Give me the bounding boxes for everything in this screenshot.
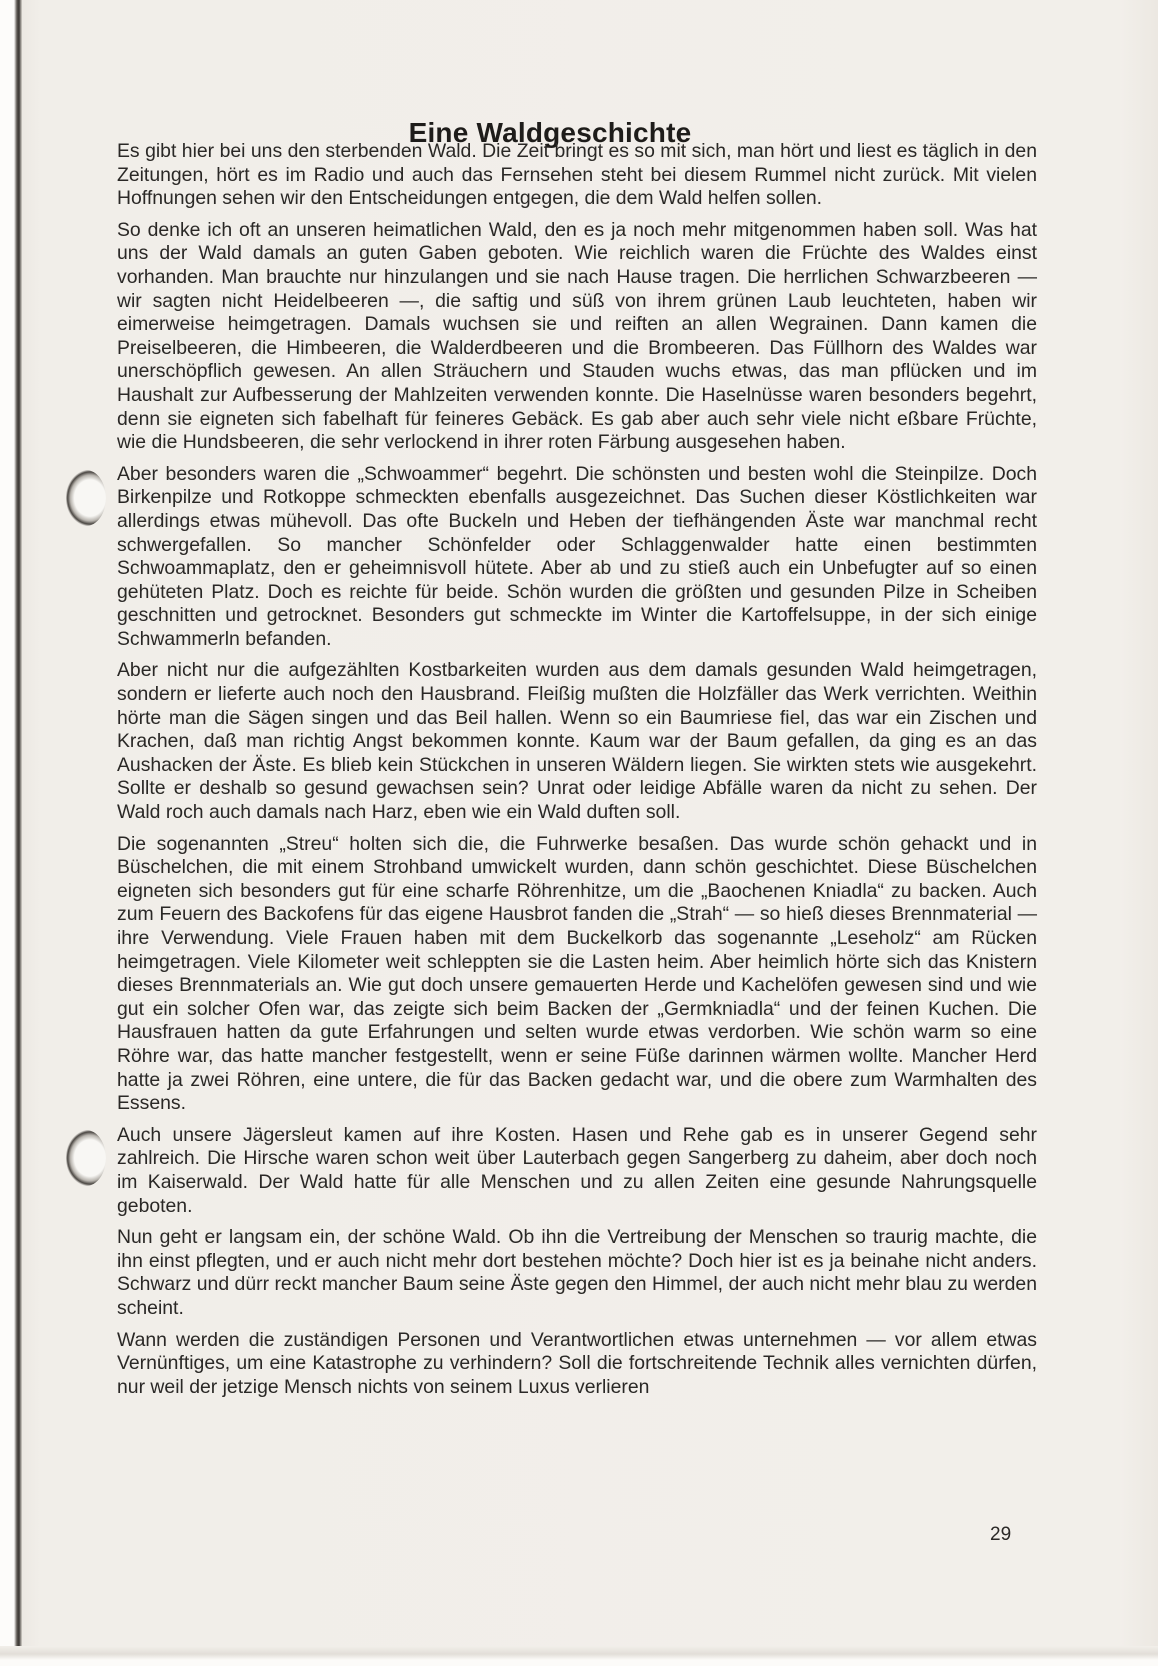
punch-hole-bottom <box>66 1130 106 1186</box>
page-number: 29 <box>990 1524 1012 1545</box>
book-spine <box>0 0 22 1666</box>
paragraph-5: Die sogenannten „Streu“ holten sich die, die Fuhrwerke besaßen. Das wurde schön gehackt und in Büschelchen, die mit einem Strohband umwickelt wurden, dann schön geschichtet. Diese Büschelchen eigneten sich besonders gut für eine scharfe Röhrenhitze, um die „Baochenen Kniadla“ zu backen. Auch zum Feuern des Backofens für das eigene Hausbrot fanden die „Strah“ — so hieß dieses Brennmaterial — ihre Verwendung. Viele Frauen haben mit dem Buckelkorb das sogenannte „Leseholz“ am Rücken heimgetragen. Viele Kilometer weit schleppten sie die Lasten heim. Aber heimlich hörte sich das Knistern dieses Brennmaterials an. Wie gut doch unsere gemauerten Herde und Kachelöfen gewesen sind und wie gut ein solcher Ofen war, das zeigte sich beim Backen der „Germkniadla“ und der feinen Kuchen. Die Hausfrauen hatten da gute Erfahrungen und selten wurde etwas verdorben. Wie schön warm so eine Röhre war, das hatte mancher festgestellt, wenn er seine Füße darinnen wärmen wollte. Mancher Herd hatte ja zwei Röhren, eine untere, die für das Backen gedacht war, und die obere zum Warmhalten des Essens. <box>117 832 1037 1115</box>
punch-hole-top <box>66 470 106 526</box>
paragraph-4: Aber nicht nur die aufgezählten Kostbarkeiten wurden aus dem damals gesunden Wald heimgetragen, sondern er lieferte auch noch den Hausbrand. Fleißig mußten die Holzfäller das Werk verrichten. Weithin hörte man die Sägen singen und das Beil hallen. Wenn so ein Baumriese fiel, das war ein Zischen und Krachen, daß man richtig Angst bekommen konnte. Kaum war der Baum gefallen, da ging es an das Aushacken der Äste. Es blieb kein Stückchen in unseren Wäldern liegen. Sie wirkten stets wie ausgekehrt. Sollte er deshalb so gesund gewachsen sein? Unrat oder leidige Abfälle waren da nicht zu sehen. Der Wald roch auch damals nach Harz, eben wie ein Wald duften soll. <box>117 659 1037 824</box>
paragraph-2: So denke ich oft an unseren heimatlichen Wald, den es ja noch mehr mitgenommen haben soll. Was hat uns der Wald damals an guten Gaben geboten. Wie reichlich waren die Früchte des Waldes einst vorhanden. Man brauchte nur hinzulangen und sie nach Hause tragen. Die herrlichen Schwarzbeeren — wir sagten nicht Heidelbeeren —, die saftig und süß von ihrem grünen Laub leuchteten, haben wir eimerweise heimgetragen. Damals wuchsen sie und reiften an allen Wegrainen. Dann kamen die Preiselbeeren, die Himbeeren, die Walderdbeeren und die Brombeeren. Das Füllhorn des Waldes war unerschöpflich gewesen. An allen Sträuchern und Stauden wuchs etwas, das man pflücken und im Haushalt zur Aufbesserung der Mahlzeiten verwenden konnte. Die Haselnüsse waren besonders begehrt, denn sie eigneten sich fabelhaft für feineres Gebäck. Es gab aber auch sehr viele nicht eßbare Früchte, wie die Hundsbeeren, die sehr verlockend in ihrer roten Färbung ausgesehen haben. <box>117 218 1037 454</box>
paragraph-3: Aber besonders waren die „Schwoammer“ begehrt. Die schönsten und besten wohl die Steinpilze. Doch Birkenpilze und Rotkoppe schmeckten ebenfalls ausgezeichnet. Das Suchen dieser Köstlichkeiten war allerdings etwas mühevoll. Das ofte Buckeln und Heben der tiefhängenden Äste war manchmal recht schwergefallen. So mancher Schönfelder oder Schlaggenwalder hatte einen bestimmten Schwoammaplatz, den er geheimnisvoll hütete. Aber ab und zu stieß auch ein Unbefugter auf so einen gehüteten Platz. Doch es reichte für beide. Schön wurden die größten und gesunden Pilze in Scheiben geschnitten und getrocknet. Besonders gut schmeckte im Winter die Kartoffelsuppe, in der sich einige Schwammerln befanden. <box>117 462 1037 650</box>
paragraph-1: Es gibt hier bei uns den sterbenden Wald. Die Zeit bringt es so mit sich, man hört und liest es täglich in den Zeitungen, hört es im Radio und auch das Fernsehen steht bei diesem Rummel nicht zurück. Mit vielen Hoffnungen sehen wir den Entscheidungen entgegen, die dem Wald helfen sollen. <box>117 140 1037 210</box>
paragraph-6: Auch unsere Jägersleut kamen auf ihre Kosten. Hasen und Rehe gab es in unserer Gegend sehr zahlreich. Die Hirsche waren schon weit über Lauterbach gegen Sangerberg zu daheim, aber doch noch im Kaiserwald. Der Wald hatte für alle Menschen und zu allen Zeiten eine gesunde Nahrungsquelle geboten. <box>117 1123 1037 1217</box>
paragraph-8: Wann werden die zuständigen Personen und Verantwortlichen etwas unternehmen — vor allem etwas Vernünftiges, um eine Katastrophe zu verhindern? Soll die fortschreitende Technik alles vernichten dürfen, nur weil der jetzige Mensch nichts von seinem Luxus verlieren <box>117 1328 1037 1398</box>
page-bottom-edge <box>0 1646 1158 1666</box>
page-title: Eine Waldgeschichte <box>408 116 692 148</box>
article-body <box>117 140 1037 1407</box>
paragraph-7: Nun geht er langsam ein, der schöne Wald. Ob ihn die Vertreibung der Menschen so traurig machte, die ihn einst pflegten, und er auch nicht mehr dort bestehen möchte? Doch hier ist es ja beinahe nicht anders. Schwarz und dürr reckt mancher Baum seine Äste gegen den Himmel, der auch nicht mehr blau zu werden scheint. <box>117 1226 1037 1319</box>
